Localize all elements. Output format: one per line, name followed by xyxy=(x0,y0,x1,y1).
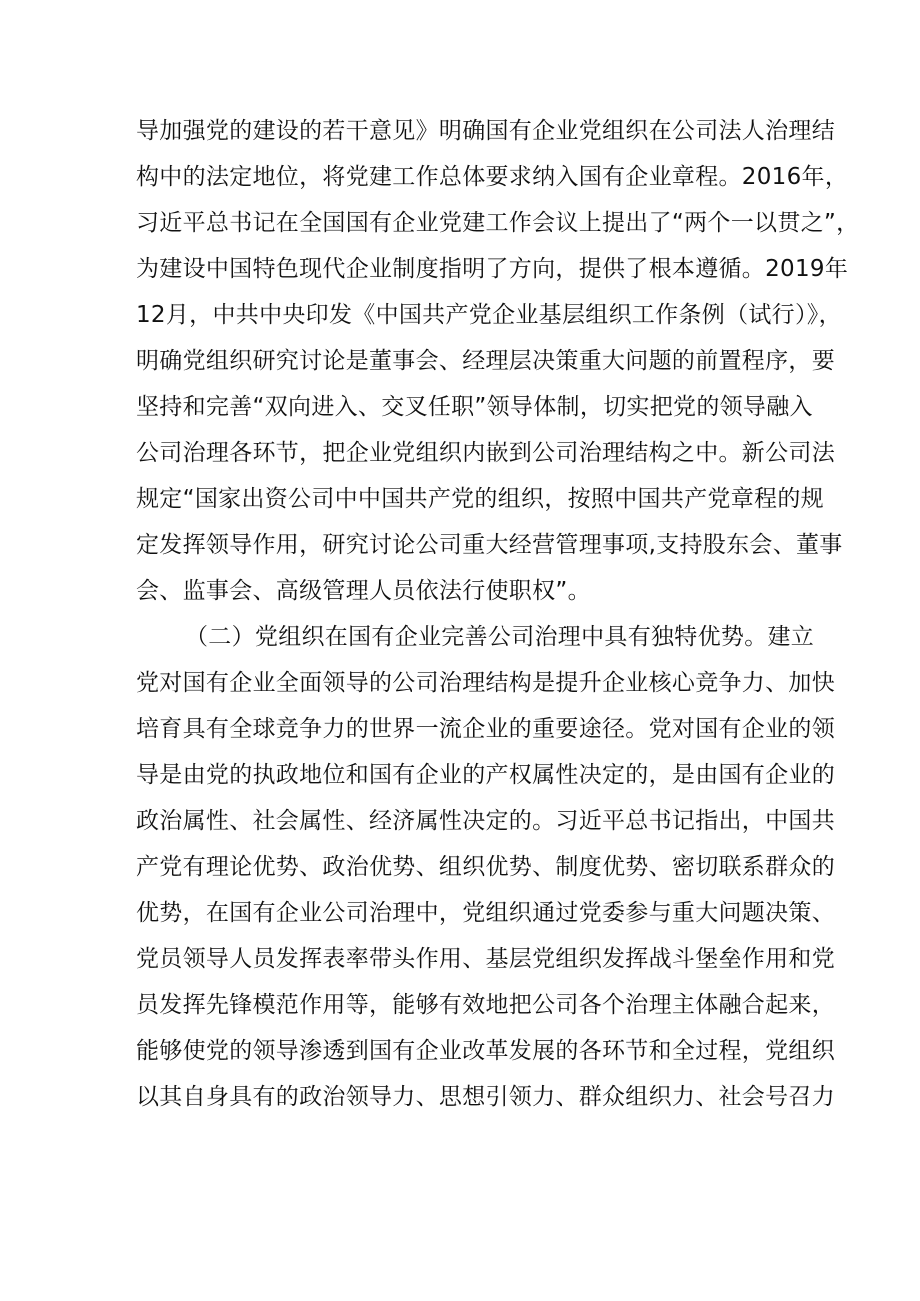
document-body xyxy=(136,108,860,1120)
paragraph-1 xyxy=(136,108,860,614)
paragraph-line: 明确党组织研究讨论是董事会、经理层决策重大问题的前置程序，要 xyxy=(136,348,835,374)
paragraph-line: 会、监事会、高级管理人员依法行使职权”。 xyxy=(136,578,591,604)
paragraph-line: 党对国有企业全面领导的公司治理结构是提升企业核心竞争力、加快 xyxy=(136,670,835,696)
paragraph-line: 规定“国家出资公司中中国共产党的组织，按照中国共产党章程的规 xyxy=(136,486,824,512)
paragraph-line: 培育具有全球竞争力的世界一流企业的重要途径。党对国有企业的领 xyxy=(136,716,835,742)
paragraph-line: 构中的法定地位，将党建工作总体要求纳入国有企业章程。2016年， xyxy=(136,164,849,190)
paragraph-line: 12月，中共中央印发《中国共产党企业基层组织工作条例（试行）》， xyxy=(136,302,842,328)
paragraph-line: 公司治理各环节，把企业党组织内嵌到公司治理结构之中。新公司法 xyxy=(136,440,835,466)
paragraph-line: 员发挥先锋模范作用等，能够有效地把公司各个治理主体融合起来， xyxy=(136,992,835,1018)
paragraph-line: 政治属性、社会属性、经济属性决定的。习近平总书记指出，中国共 xyxy=(136,808,835,834)
paragraph-line: 导是由党的执政地位和国有企业的产权属性决定的，是由国有企业的 xyxy=(136,762,835,788)
paragraph-2 xyxy=(136,614,835,1120)
paragraph-line: 以其自身具有的政治领导力、思想引领力、群众组织力、社会号召力 xyxy=(136,1084,835,1110)
paragraph-line: 党员领导人员发挥表率带头作用、基层党组织发挥战斗堡垒作用和党 xyxy=(136,946,835,972)
paragraph-line: 导加强党的建设的若干意见》明确国有企业党组织在公司法人治理结 xyxy=(136,118,835,144)
paragraph-heading-line: （二）党组织在国有企业完善公司治理中具有独特优势。建立 xyxy=(185,624,815,650)
paragraph-line: 产党有理论优势、政治优势、组织优势、制度优势、密切联系群众的 xyxy=(136,854,835,880)
paragraph-line: 习近平总书记在全国国有企业党建工作会议上提出了“两个一以贯之”， xyxy=(136,210,860,236)
paragraph-line: 能够使党的领导渗透到国有企业改革发展的各环节和全过程，党组织 xyxy=(136,1038,835,1064)
paragraph-line: 定发挥领导作用，研究讨论公司重大经营管理事项,支持股东会、董事 xyxy=(136,532,843,558)
paragraph-line: 坚持和完善“双向进入、交叉任职”领导体制，切实把党的领导融入 xyxy=(136,394,813,420)
paragraph-line: 为建设中国特色现代企业制度指明了方向，提供了根本遵循。2019年 xyxy=(136,256,849,282)
paragraph-line: 优势，在国有企业公司治理中，党组织通过党委参与重大问题决策、 xyxy=(136,900,835,926)
